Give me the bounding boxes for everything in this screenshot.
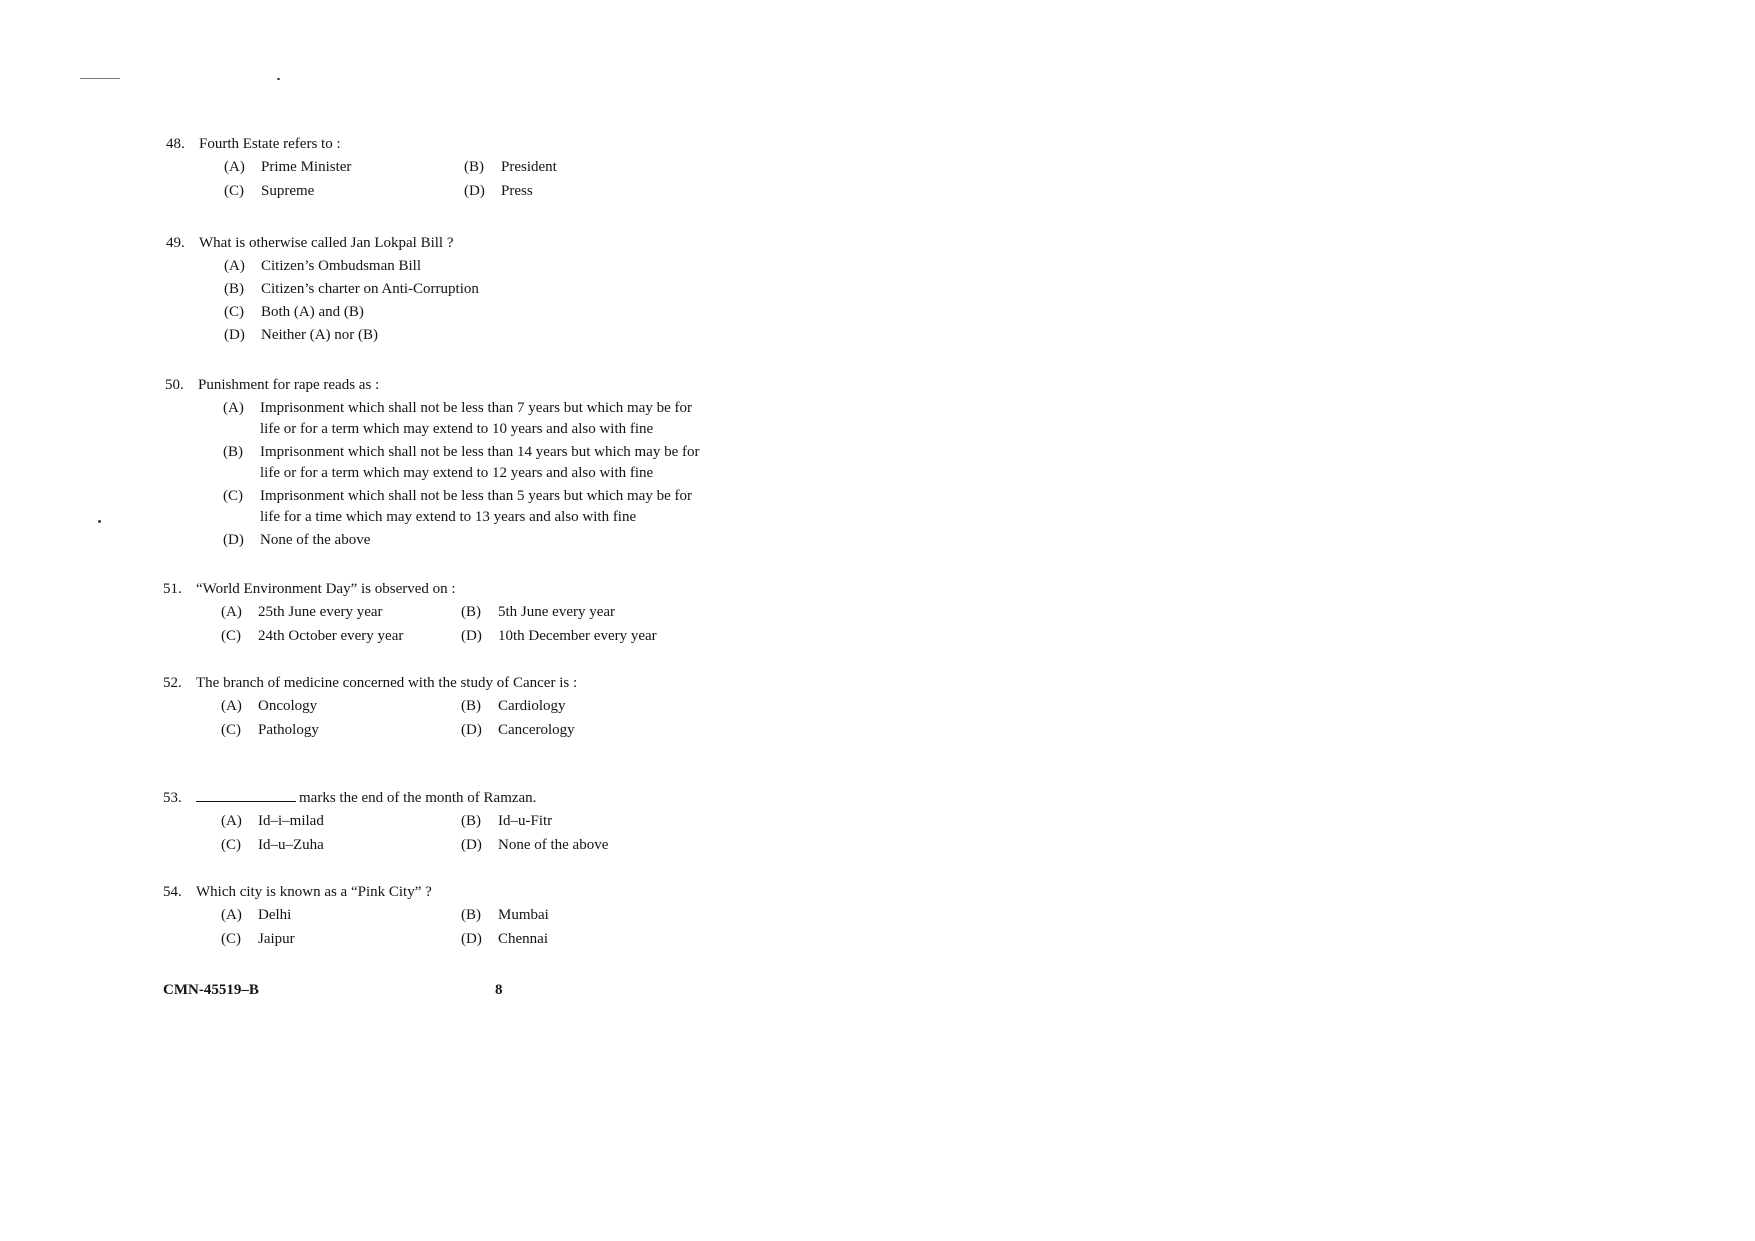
option-d: (D) 10th December every year bbox=[461, 628, 657, 644]
option-a: (A) Citizen’s Ombudsman Bill bbox=[224, 258, 421, 274]
option-a: (A) Id–i–milad bbox=[221, 813, 324, 829]
scan-speck bbox=[277, 78, 280, 80]
option-c: (C) 24th October every year bbox=[221, 628, 404, 644]
option-a: (A) Prime Minister bbox=[224, 159, 352, 175]
question-number: 52. bbox=[163, 675, 182, 691]
question-text: Fourth Estate refers to : bbox=[199, 136, 341, 152]
option-b: (B) President bbox=[464, 159, 557, 175]
question-50 bbox=[165, 374, 725, 551]
scan-speck bbox=[98, 520, 101, 523]
option-b: (B) Citizen’s charter on Anti-Corruption bbox=[224, 281, 479, 297]
option-d: (D) Chennai bbox=[461, 931, 548, 947]
question-52 bbox=[163, 672, 723, 741]
answer-blank bbox=[196, 787, 296, 802]
question-49 bbox=[166, 232, 726, 346]
option-d: (D) Press bbox=[464, 183, 533, 199]
question-51 bbox=[163, 578, 723, 647]
option-c: (C) Imprisonment which shall not be less than 5 years but which may be for life for a time which may extend to 13 years and also with fine bbox=[223, 488, 692, 525]
option-a: (A) 25th June every year bbox=[221, 604, 383, 620]
option-c: (C) Supreme bbox=[224, 183, 315, 199]
question-number: 53. bbox=[163, 790, 182, 806]
option-b: (B) Mumbai bbox=[461, 907, 549, 923]
question-number: 50. bbox=[165, 377, 184, 393]
question-number: 49. bbox=[166, 235, 185, 251]
option-d: (D) Neither (A) nor (B) bbox=[224, 327, 379, 343]
question-text: Punishment for rape reads as : bbox=[198, 377, 380, 393]
question-number: 48. bbox=[166, 136, 185, 152]
option-c: (C) Pathology bbox=[221, 722, 319, 738]
option-d: (D) None of the above bbox=[223, 532, 371, 548]
option-a: (A) Oncology bbox=[221, 698, 318, 714]
question-number: 54. bbox=[163, 884, 182, 900]
question-text: “World Environment Day” is observed on : bbox=[196, 581, 456, 597]
question-54 bbox=[163, 881, 723, 950]
question-text: Which city is known as a “Pink City” ? bbox=[196, 884, 432, 900]
question-text: The branch of medicine concerned with the study of Cancer is : bbox=[196, 675, 578, 691]
option-b: (B) Cardiology bbox=[461, 698, 566, 714]
question-text: marks the end of the month of Ramzan. bbox=[299, 790, 537, 806]
option-d: (D) None of the above bbox=[461, 837, 609, 853]
option-c: (C) Both (A) and (B) bbox=[224, 304, 364, 320]
option-b: (B) Imprisonment which shall not be less than 14 years but which may be for life or for a term which may extend to 12 years and also with fine bbox=[223, 444, 700, 481]
option-b: (B) Id–u-Fitr bbox=[461, 813, 553, 829]
option-a: (A) Imprisonment which shall not be less than 7 years but which may be for life or for a term which may extend to 10 years and also with fine bbox=[223, 400, 692, 437]
question-number: 51. bbox=[163, 581, 182, 597]
scan-mark-line bbox=[80, 78, 120, 79]
option-d: (D) Cancerology bbox=[461, 722, 575, 738]
option-b: (B) 5th June every year bbox=[461, 604, 616, 620]
option-a: (A) Delhi bbox=[221, 907, 292, 923]
question-48 bbox=[166, 133, 726, 202]
question-53 bbox=[163, 787, 723, 856]
paper-code: CMN-45519–B bbox=[163, 982, 259, 998]
option-c: (C) Jaipur bbox=[221, 931, 295, 947]
option-c: (C) Id–u–Zuha bbox=[221, 837, 324, 853]
question-text: What is otherwise called Jan Lokpal Bill ? bbox=[199, 235, 454, 251]
page-number: 8 bbox=[495, 982, 503, 998]
